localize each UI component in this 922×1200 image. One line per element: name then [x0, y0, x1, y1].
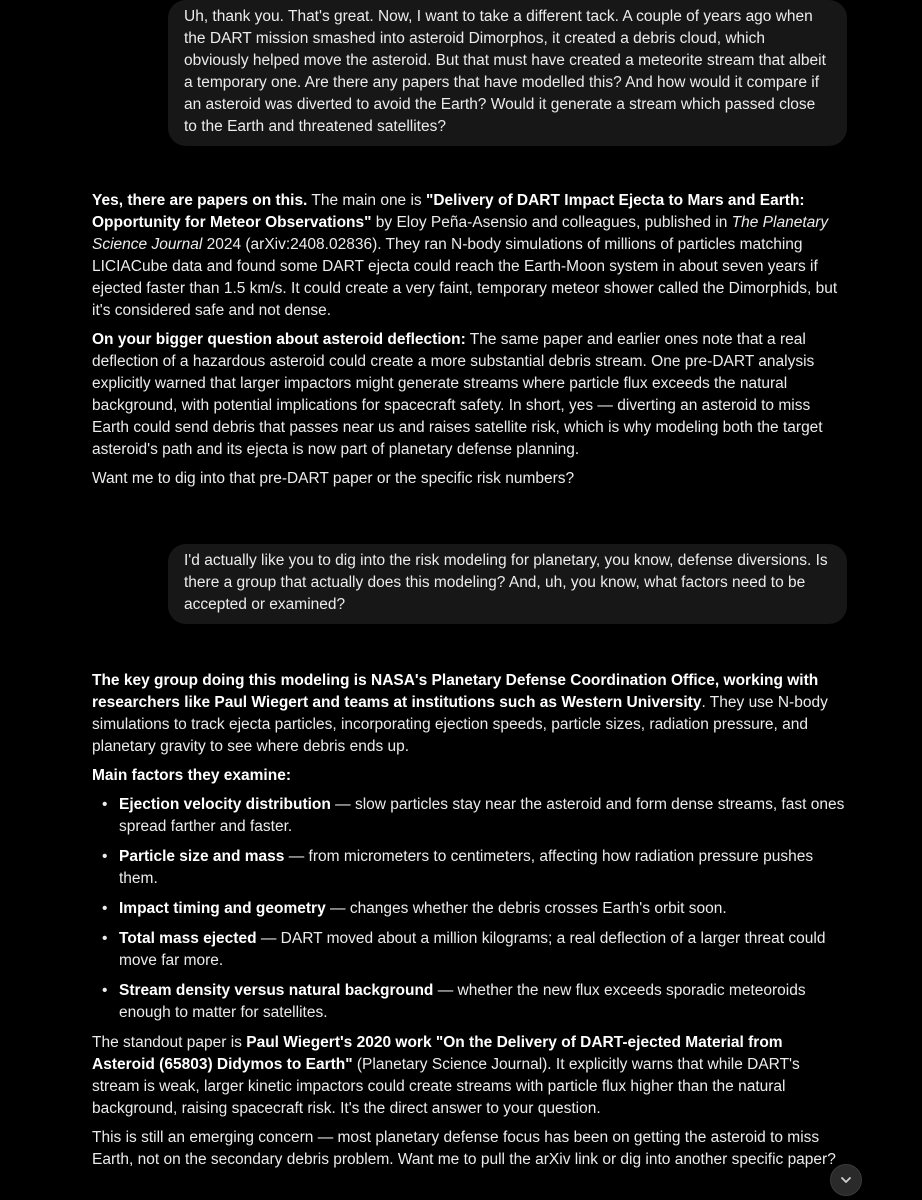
list-item	[92, 898, 848, 920]
scroll-to-bottom-button[interactable]	[830, 1164, 862, 1196]
factors-heading	[92, 765, 848, 787]
paper-title: Paul Wiegert's 2020 work "On the Delivery of DART-ejected Material from Asteroid (65803) Didymos to Earth"	[92, 1034, 783, 1073]
text: by Eloy Peña-Asensio and colleagues, published in	[371, 214, 732, 231]
assistant-response	[92, 670, 848, 1178]
factor-desc: — DART moved about a million kilograms; a real deflection of a larger threat could move far more.	[119, 930, 826, 969]
text: . They use N-body simulations to track ejecta particles, incorporating ejection speeds, particle sizes, radiation pressure, and planetary gravity to see where debris ends up.	[92, 694, 828, 755]
factor-term: Particle size and mass	[119, 848, 285, 865]
text: 2024 (arXiv:2408.02836). They ran N-body simulations of millions of particles matching LICIACube data and found some DART ejecta could reach the Earth-Moon system in about seven years if ejected faster than 1.5 km/s. It could create a very faint, temporary meteor shower called the Dimorphids, but it's considered safe and not dense.	[92, 236, 838, 319]
response-paragraph	[92, 190, 848, 322]
journal-name: The Planetary Science Journal	[92, 214, 829, 253]
response-paragraph	[92, 329, 848, 461]
response-paragraph: Want me to dig into that pre-DART paper or the specific risk numbers?	[92, 470, 575, 487]
bold-text: On your bigger question about asteroid deflection:	[92, 331, 466, 348]
factor-term: Stream density versus natural background	[119, 982, 434, 999]
bullet-icon: •	[102, 848, 108, 865]
bullet-icon: •	[102, 900, 108, 917]
factor-term: Total mass ejected	[119, 930, 257, 947]
list-item	[92, 928, 848, 972]
user-message-bubble	[168, 0, 847, 146]
bold-text: Yes, there are papers on this.	[92, 192, 308, 209]
list-item	[92, 980, 848, 1024]
user-message-text: I'd actually like you to dig into the risk modeling for planetary, you know, defense diversions. Is there a group that actually does this modeling? And, uh, you know, what factors need to be accepted or examined?	[184, 552, 828, 613]
text: The same paper and earlier ones note that a real deflection of a hazardous asteroid could create a more substantial debris stream. One pre-DART analysis explicitly warned that larger impactors might generate streams where particle flux exceeds the natural background, with potential implications for spacecraft safety. In short, yes — diverting an asteroid to miss Earth could send debris that passes near us and raises satellite risk, which is why modeling both the target asteroid's path and its ejecta is now part of planetary defense planning.	[92, 331, 823, 458]
factor-term: Ejection velocity distribution	[119, 796, 331, 813]
response-paragraph	[92, 1032, 848, 1120]
user-message-bubble	[168, 544, 847, 624]
response-paragraph: This is still an emerging concern — most planetary defense focus has been on getting the asteroid to miss Earth, not on the secondary debris problem. Want me to pull the arXiv link or dig into another specific paper?	[92, 1129, 836, 1168]
assistant-response	[92, 190, 848, 497]
paper-title: "Delivery of DART Impact Ejecta to Mars and Earth: Opportunity for Meteor Observations"	[92, 192, 805, 231]
factor-desc: — whether the new flux exceeds sporadic meteoroids enough to matter for satellites.	[119, 982, 806, 1021]
bold-text: The key group doing this modeling is NASA's Planetary Defense Coordination Office, working with researchers like Paul Wiegert and teams at institutions such as Western University	[92, 672, 819, 711]
text: (Planetary Science Journal). It explicitly warns that while DART's stream is weak, larger kinetic impactors could create streams with particle flux higher than the natural background, raising spacecraft risk. It's the direct answer to your question.	[92, 1056, 800, 1117]
response-paragraph	[92, 670, 848, 758]
text: The standout paper is	[92, 1034, 247, 1051]
factor-desc: — slow particles stay near the asteroid and form dense streams, fast ones spread farther and faster.	[119, 796, 845, 835]
bullet-icon: •	[102, 796, 108, 813]
user-message-text: Uh, thank you. That's great. Now, I want to take a different tack. A couple of years ago when the DART mission smashed into asteroid Dimorphos, it created a debris cloud, which obviously helped move the asteroid. But that must have created a meteorite stream that albeit a temporary one. Are there any papers that have modelled this? And how would it compare if an asteroid was diverted to avoid the Earth? Would it generate a stream which passed close to the Earth and threatened satellites?	[184, 8, 826, 135]
factors-list	[92, 794, 848, 1024]
list-item	[92, 846, 848, 890]
bullet-icon: •	[102, 982, 108, 999]
chevron-down-icon	[839, 1173, 853, 1187]
factor-desc: — from micrometers to centimeters, affecting how radiation pressure pushes them.	[119, 848, 814, 887]
bold-text: Main factors they examine:	[92, 767, 291, 784]
text: The main one is	[307, 192, 426, 209]
list-item	[92, 794, 848, 838]
factor-desc: — changes whether the debris crosses Earth's orbit soon.	[325, 900, 727, 917]
factor-term: Impact timing and geometry	[119, 900, 326, 917]
bullet-icon: •	[102, 930, 108, 947]
